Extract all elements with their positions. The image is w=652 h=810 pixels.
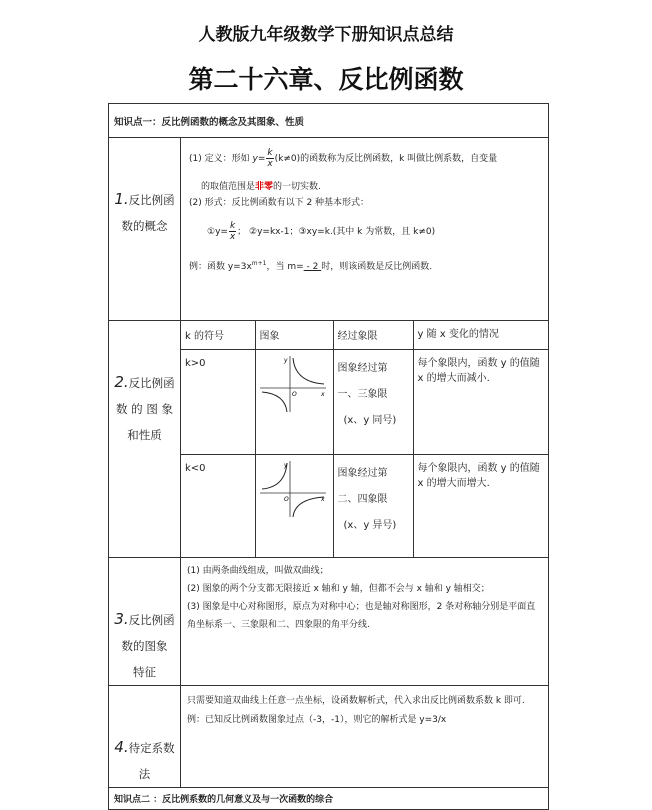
example-text-a: 例：函数 y=3x (189, 262, 252, 272)
form1-rest: ； ②y=kx-1；③xy=k.(其中 k 为常数，且 k≠0) (237, 227, 436, 237)
properties-row-positive (181, 349, 549, 454)
form1-fraction (229, 221, 236, 242)
section-2-label-a: 反比例函 (128, 376, 175, 390)
section-4-row (109, 686, 549, 788)
branch-quadrant-3 (262, 392, 287, 412)
section-1-number: 1. (114, 190, 129, 208)
origin-label: O (291, 390, 297, 398)
definition-y: y= (252, 154, 266, 164)
section-3-label-a: 反比例函 (128, 613, 175, 627)
quadrant-positive-a: 图象经过第 (337, 362, 388, 374)
y-label: y (283, 461, 288, 469)
range-highlight: 非零 (255, 182, 274, 192)
section-4-label-a: 待定系数 (128, 741, 175, 755)
definition-fraction-num: k (267, 148, 273, 158)
header-graph: 图象 (255, 321, 333, 349)
section-4-content: 只需要知道双曲线上任意一点坐标，设函数解析式，代入求出反比例函数系数 k 即可.例：已知反比例函数图象过点（-3，-1），则它的解析式是 y=3/x (181, 686, 549, 788)
graph-negative-cell (255, 454, 333, 557)
example-text-c: 时，则该函数是反比例函数. (321, 262, 433, 272)
quadrant-positive (333, 349, 413, 454)
kp1-row (109, 104, 549, 138)
section-3-content (181, 558, 549, 686)
kp2-row (109, 788, 549, 810)
graph-positive-cell (255, 349, 333, 454)
quadrant-positive-c: (x、y 同号) (343, 414, 397, 426)
quadrant-negative-b: 二、四象限 (337, 493, 388, 505)
definition-fraction-den: x (267, 159, 273, 169)
section-4-label (109, 686, 181, 788)
hyperbola-positive-graph (258, 354, 328, 414)
definition-prefix: (1) 定义：形如 (189, 154, 250, 164)
section-3-row (109, 558, 549, 686)
section-1-row (109, 138, 549, 321)
branch-quadrant-1 (293, 358, 324, 384)
section-1-content (181, 138, 549, 321)
quadrant-negative-a: 图象经过第 (337, 467, 388, 479)
feature-item-2: (2) 图象的两个分支都无限接近 x 轴和 y 轴，但都不会与 x 轴和 y 轴相交； (187, 584, 490, 594)
trend-positive: 每个象限内，函数 y 的值随 x 的增大而减小. (413, 349, 549, 454)
x-label: x (320, 495, 325, 503)
sign-positive: k>0 (181, 349, 255, 454)
sign-negative: k<0 (181, 454, 255, 557)
origin-label: O (283, 495, 289, 503)
y-label: y (283, 356, 288, 364)
chapter-title: 第二十六章、反比例函数 (188, 65, 464, 94)
definition-fraction (266, 148, 273, 169)
section-3-label (109, 558, 181, 686)
form1-fraction-den: x (229, 232, 236, 242)
section-1-label (109, 138, 181, 321)
quadrant-positive-b: 一、三象限 (337, 388, 388, 400)
section-3-number: 3. (114, 610, 129, 628)
feature-item-3: (3) 图象是中心对称图形，原点为对称中心；也是轴对称图形，2 条对称轴分别是平面直角坐标系一、三象限和二、四象限的角平分线. (187, 602, 536, 630)
header-quadrant: 经过象限 (333, 321, 413, 349)
section-4-number: 4. (114, 738, 129, 756)
header-sign: k 的符号 (181, 321, 255, 349)
example-answer: - 2 (303, 262, 322, 272)
section-2-label (109, 321, 181, 558)
branch-quadrant-4 (293, 497, 324, 517)
section-4-label-b: 法 (138, 767, 151, 781)
properties-table (181, 321, 549, 557)
section-1-label-a: 反比例函 (128, 193, 175, 207)
section-2-label-c: 和性质 (127, 428, 162, 442)
section-3-label-b: 数的图象 (121, 639, 168, 653)
hyperbola-negative-graph (258, 459, 328, 519)
form-title: (2) 形式：反比例函数有以下 2 种基本形式： (189, 198, 370, 208)
example-exponent: m+1 (251, 260, 267, 267)
properties-row-negative (181, 454, 549, 557)
section-2-number: 2. (114, 373, 129, 391)
header-trend: y 随 x 变化的情况 (413, 321, 549, 349)
range-text-b: 的一切实数. (273, 182, 321, 192)
quadrant-negative-c: (x、y 异号) (343, 519, 397, 531)
section-3-label-c: 特征 (133, 665, 156, 679)
section-2-content (181, 321, 549, 558)
feature-item-1: (1) 由两条曲线组成，叫做双曲线； (187, 566, 329, 576)
properties-header-row (181, 321, 549, 349)
definition-rest: (k≠0)的函数称为反比例函数，k 叫做比例系数，自变量 (274, 154, 498, 164)
trend-negative: 每个象限内，函数 y 的值随 x 的增大而增大. (413, 454, 549, 557)
range-text-a: 的取值范围是 (201, 182, 256, 192)
kp2-heading: 知识点二 ：反比例系数的几何意义及与一次函数的综合 (109, 788, 549, 810)
knowledge-table (108, 103, 549, 810)
kp1-heading: 知识点一：反比例函数的概念及其图象、性质 (109, 104, 549, 138)
form1-fraction-num: k (229, 221, 236, 231)
x-label: x (320, 390, 325, 398)
quadrant-negative (333, 454, 413, 557)
form1-prefix: ①y= (207, 227, 228, 237)
example-text-b: ，当 m= (266, 262, 304, 272)
section-1-label-b: 数的概念 (121, 219, 168, 233)
document-title: 人教版九年级数学下册知识点总结 (198, 25, 454, 45)
section-2-row (109, 321, 549, 558)
section-2-label-b: 数 的 图 象 (116, 402, 173, 416)
